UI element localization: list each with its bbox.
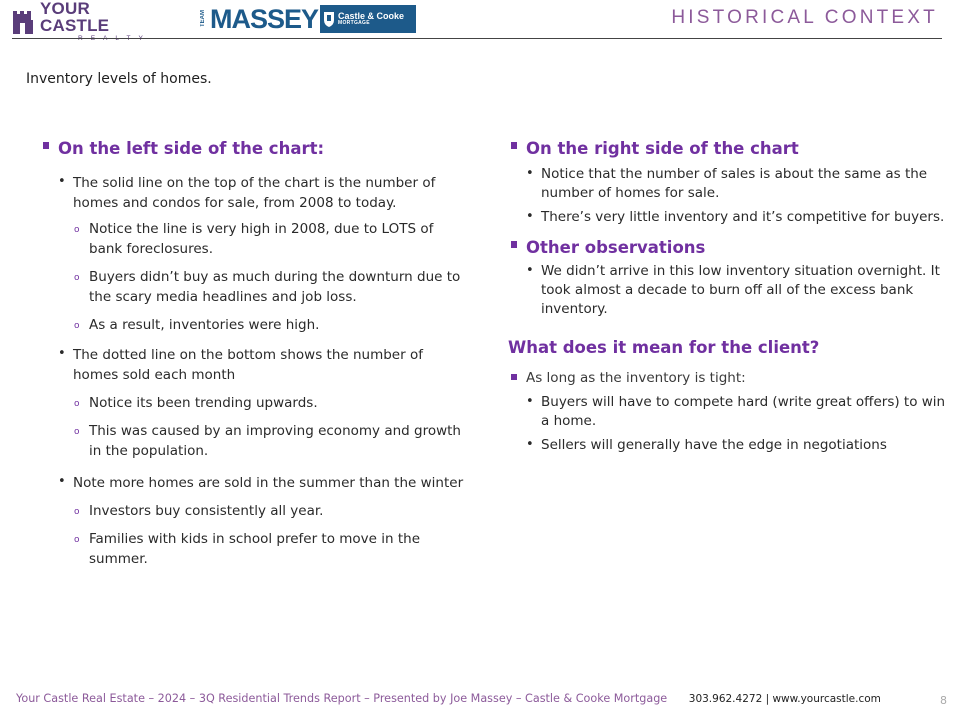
left-column	[40, 138, 470, 569]
bullet-item: • The solid line on the top of the chart is the number of homes and condos for sale, from 2008 to today.	[40, 173, 470, 213]
castle-cooke-badge	[320, 5, 416, 33]
castle-cooke-name: Castle & Cooke	[338, 10, 405, 21]
right-column	[508, 138, 948, 455]
sub-bullet-item: o As a result, inventories were high.	[40, 315, 470, 335]
bullet-item: • We didn’t arrive in this low inventory situation overnight. It took almost a decade to burn off all of the excess bank inventory.	[508, 262, 948, 319]
castle-icon	[12, 8, 34, 34]
your-castle-logo	[12, 0, 162, 36]
sub-bullet-item: o Investors buy consistently all year.	[40, 501, 470, 521]
right-heading: On the right side of the chart	[508, 138, 948, 160]
logo-subtitle	[40, 36, 162, 43]
header-divider	[12, 38, 942, 39]
sub-bullet-item: o Notice the line is very high in 2008, due to LOTS of bank foreclosures.	[40, 219, 470, 259]
bullet-item: • Notice that the number of sales is about the same as the number of homes for sale.	[508, 165, 948, 203]
page-number: 8	[940, 694, 947, 707]
castle-cooke-emblem-icon	[323, 11, 335, 27]
footer-contact: 303.962.4272 | www.yourcastle.com	[688, 693, 881, 705]
intro-text: Inventory levels of homes.	[26, 71, 212, 87]
section-title: HISTORICAL CONTEXT	[671, 7, 938, 28]
footer	[16, 692, 881, 705]
bullet-item: • Sellers will generally have the edge in negotiations	[508, 436, 948, 455]
team-massey-logo	[200, 5, 436, 33]
bullet-item: • There’s very little inventory and it’s competitive for buyers.	[508, 208, 948, 227]
observations-heading: Other observations	[508, 237, 948, 259]
castle-cooke-mortgage: MORTGAGE	[338, 20, 370, 27]
bullet-item: • Note more homes are sold in the summer than the winter	[40, 473, 470, 493]
bullet-item: As long as the inventory is tight:	[508, 369, 948, 388]
footer-report-title: Your Castle Real Estate – 2024 – 3Q Residential Trends Report – Presented by Joe Massey – Castle & Cooke Mortgage	[16, 692, 668, 705]
sub-bullet-item: o Buyers didn’t buy as much during the downturn due to the scary media headlines and job loss.	[40, 267, 470, 307]
team-label: TEAM	[200, 10, 206, 28]
massey-wordmark: MASSEY	[210, 4, 319, 34]
bullet-item: • The dotted line on the bottom shows the number of homes sold each month	[40, 345, 470, 385]
sub-bullet-item: o This was caused by an improving economy and growth in the population.	[40, 421, 470, 461]
left-heading: On the left side of the chart:	[40, 138, 470, 160]
logo-title: YOUR CASTLE	[40, 0, 110, 35]
sub-bullet-item: o Notice its been trending upwards.	[40, 393, 470, 413]
bullet-item: • Buyers will have to compete hard (write great offers) to win a home.	[508, 393, 948, 431]
client-meaning-heading: What does it mean for the client?	[508, 338, 820, 357]
sub-bullet-item: o Families with kids in school prefer to move in the summer.	[40, 529, 470, 569]
